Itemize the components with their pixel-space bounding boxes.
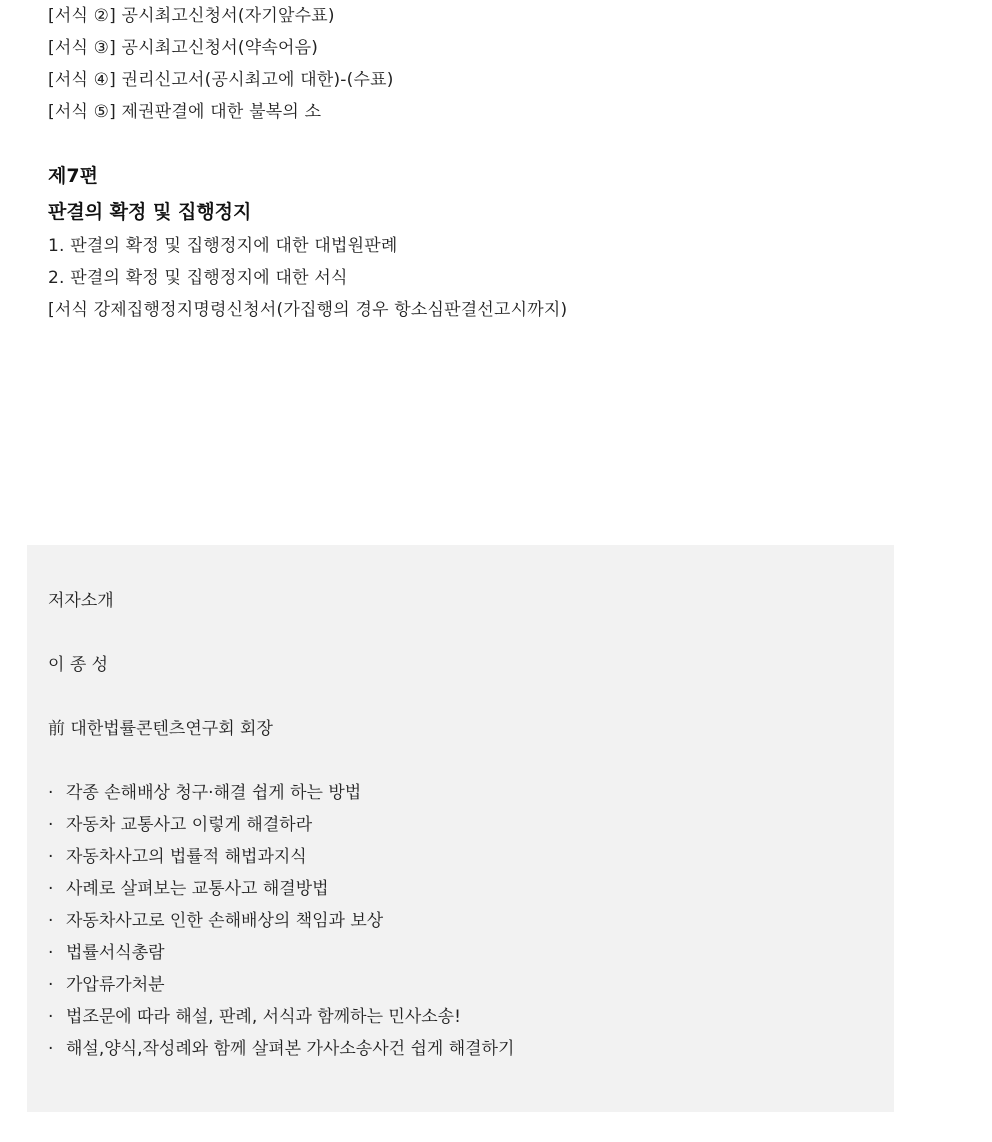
list-item: · 법률서식총람 [48, 937, 868, 969]
author-info-box [27, 545, 894, 1112]
bullet: · [48, 975, 54, 995]
toc-form-line: [서식 ②] 공시최고신청서(자기앞수표) [48, 6, 335, 26]
list-item: · 자동차사고로 인한 손해배상의 책임과 보상 [48, 905, 868, 937]
author-heading: 저자소개 [48, 591, 114, 611]
table-of-contents [48, 0, 948, 326]
toc-item: 2. 판결의 확정 및 집행정지에 대한 서식 [48, 268, 348, 288]
bullet: · [48, 783, 54, 803]
toc-item: 1. 판결의 확정 및 집행정지에 대한 대법원판례 [48, 236, 398, 256]
list-item: · 법조문에 따라 해설, 판례, 서식과 함께하는 민사소송! [48, 1001, 868, 1033]
toc-form-line: [서식 ④] 권리신고서(공시최고에 대한)-(수표) [48, 70, 394, 90]
bullet: · [48, 911, 54, 931]
list-item: · 가압류가처분 [48, 969, 868, 1001]
toc-item: [서식 강제집행정지명령신청서(가집행의 경우 항소심판결선고시까지) [48, 300, 568, 320]
author-name: 이 종 성 [48, 655, 109, 675]
part-title: 판결의 확정 및 집행정지 [48, 201, 252, 223]
list-item: · 자동차사고의 법률적 해법과지식 [48, 841, 868, 873]
bullet: · [48, 1039, 54, 1059]
list-item: · 해설,양식,작성례와 함께 살펴본 가사소송사건 쉽게 해결하기 [48, 1033, 868, 1065]
bullet: · [48, 1007, 54, 1027]
bullet: · [48, 879, 54, 899]
toc-form-line: [서식 ⑤] 제권판결에 대한 불복의 소 [48, 102, 322, 122]
author-position: 前 대한법률콘텐츠연구회 회장 [48, 719, 273, 739]
list-item: · 자동차 교통사고 이렇게 해결하라 [48, 809, 868, 841]
toc-form-line: [서식 ③] 공시최고신청서(약속어음) [48, 38, 319, 58]
list-item: · 각종 손해배상 청구·해결 쉽게 하는 방법 [48, 777, 868, 809]
part-number: 제7편 [48, 165, 98, 187]
bullet: · [48, 815, 54, 835]
bullet: · [48, 847, 54, 867]
list-item: · 사례로 살펴보는 교통사고 해결방법 [48, 873, 868, 905]
bullet: · [48, 943, 54, 963]
author-book-list [48, 777, 868, 1065]
